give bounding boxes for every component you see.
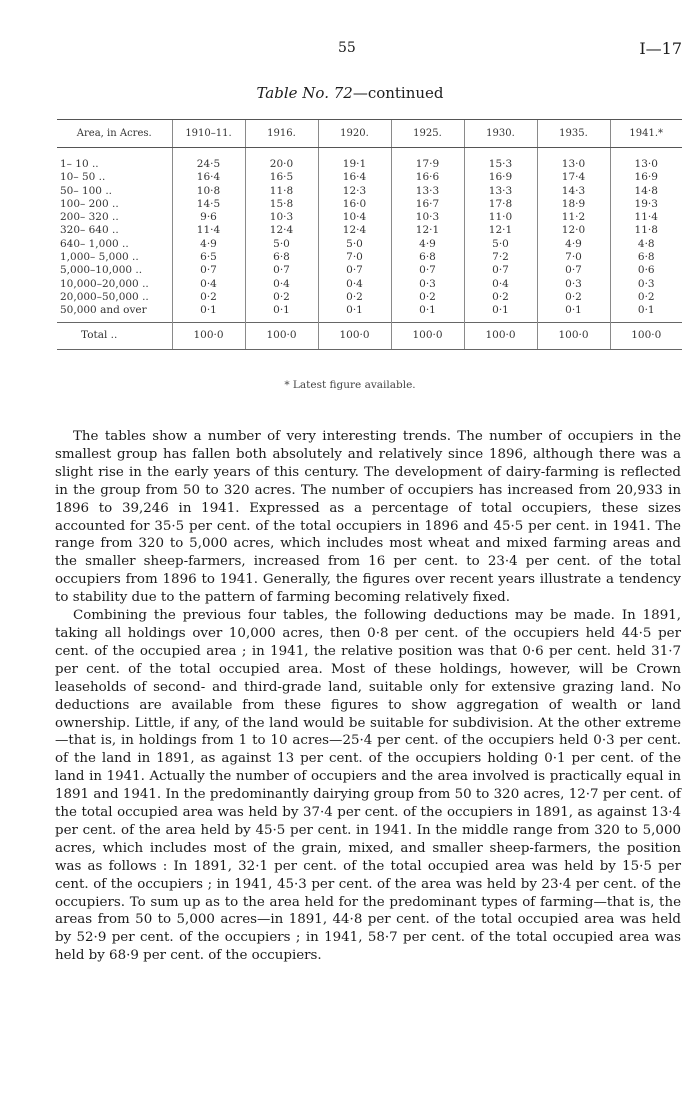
area-range-cell: 320– 640 .. bbox=[60, 224, 119, 237]
table-row bbox=[57, 198, 682, 211]
percentage-cell: 17·8 bbox=[464, 198, 537, 211]
paragraph-trends: The tables show a number of very interesting trends. The number of occupiers in the smallest group has fallen both absolutely and relatively since 1896, although there was a slight rise in the early years of this century. The development of dairy-farming is reflected in the group from 50 to 320 acres. The number of occupiers has increased from 20,933 in 1896 to 39,246 in 1941. Expressed as a percentage of total occupiers, these sizes accounted for 35·5 per cent. of the total occupiers in 1896 and 45·5 per cent. in 1941. The range from 320 to 5,000 acres, which includes most wheat and mixed farming areas and the smaller sheep-farmers, increased from 16 per cent. to 23·4 per cent. of the total occupiers from 1896 to 1941. Generally, the figures over recent years illustrate a tendency to stability due to the pattern of farming becoming relatively fixed. bbox=[55, 429, 681, 606]
percentage-cell: 12·4 bbox=[318, 224, 391, 237]
percentage-cell: 14·5 bbox=[172, 198, 245, 211]
table-title-main: Table No. 72 bbox=[256, 84, 353, 102]
percentage-cell: 0·4 bbox=[245, 278, 318, 291]
percentage-cell: 15·3 bbox=[464, 148, 537, 172]
table-row bbox=[57, 224, 682, 237]
column-header-year: 1941.* bbox=[610, 120, 682, 148]
percentage-cell: 0·4 bbox=[318, 278, 391, 291]
percentage-cell: 0·3 bbox=[391, 278, 464, 291]
percentage-cell: 19·1 bbox=[318, 148, 391, 172]
percentage-cell: 16·0 bbox=[318, 198, 391, 211]
percentage-cell: 6·8 bbox=[391, 251, 464, 264]
percentage-cell: 0·1 bbox=[610, 304, 682, 322]
percentage-cell: 16·5 bbox=[245, 171, 318, 184]
column-header-year: 1925. bbox=[391, 120, 464, 148]
percentage-cell: 0·7 bbox=[391, 264, 464, 277]
table-title-suffix: —continued bbox=[352, 84, 444, 102]
percentage-cell: 5·0 bbox=[464, 238, 537, 251]
percentage-cell: 15·8 bbox=[245, 198, 318, 211]
total-value-cell: 100·0 bbox=[172, 322, 245, 349]
total-value-cell: 100·0 bbox=[318, 322, 391, 349]
sheet-reference: I—17 bbox=[639, 39, 682, 58]
table-row bbox=[57, 291, 682, 304]
percentage-cell: 0·1 bbox=[391, 304, 464, 322]
percentage-cell: 7·0 bbox=[537, 251, 610, 264]
percentage-cell: 12·0 bbox=[537, 224, 610, 237]
area-range-cell: 50– 100 .. bbox=[60, 184, 113, 197]
area-range-cell: 640– 1,000 .. bbox=[60, 237, 129, 250]
table-row bbox=[57, 238, 682, 251]
percentage-cell: 16·6 bbox=[391, 171, 464, 184]
table-row bbox=[57, 304, 682, 322]
percentage-cell: 0·1 bbox=[172, 304, 245, 322]
column-header-year: 1930. bbox=[464, 120, 537, 148]
percentage-cell: 0·2 bbox=[464, 291, 537, 304]
percentage-cell: 0·2 bbox=[537, 291, 610, 304]
percentage-cell: 16·4 bbox=[172, 171, 245, 184]
percentage-cell: 11·8 bbox=[610, 224, 682, 237]
percentage-cell: 0·2 bbox=[610, 291, 682, 304]
percentage-cell: 11·8 bbox=[245, 185, 318, 198]
column-header-year: 1910–11. bbox=[172, 120, 245, 148]
total-value-cell: 100·0 bbox=[610, 322, 682, 349]
column-header-area: Area, in Acres. bbox=[57, 120, 172, 148]
percentage-cell: 0·7 bbox=[318, 264, 391, 277]
percentage-cell: 10·3 bbox=[391, 211, 464, 224]
percentage-cell: 20·0 bbox=[245, 148, 318, 172]
area-range-cell: 1,000– 5,000 .. bbox=[60, 251, 139, 264]
percentage-cell: 17·9 bbox=[391, 148, 464, 172]
percentage-cell: 12·1 bbox=[464, 224, 537, 237]
percentage-cell: 4·8 bbox=[610, 238, 682, 251]
percentage-cell: 16·4 bbox=[318, 171, 391, 184]
table-header-row bbox=[57, 120, 682, 148]
percentage-cell: 0·7 bbox=[172, 264, 245, 277]
percentage-cell: 5·0 bbox=[245, 238, 318, 251]
percentage-cell: 16·9 bbox=[610, 171, 682, 184]
percentage-cell: 16·7 bbox=[391, 198, 464, 211]
area-range-cell: 5,000–10,000 .. bbox=[60, 264, 143, 277]
percentage-cell: 4·9 bbox=[172, 238, 245, 251]
percentage-cell: 0·2 bbox=[391, 291, 464, 304]
table-row bbox=[57, 278, 682, 291]
total-value-cell: 100·0 bbox=[391, 322, 464, 349]
percentage-cell: 0·2 bbox=[318, 291, 391, 304]
percentage-cell: 6·5 bbox=[172, 251, 245, 264]
percentage-cell: 13·0 bbox=[537, 148, 610, 172]
table-row bbox=[57, 251, 682, 264]
percentage-cell: 6·8 bbox=[245, 251, 318, 264]
percentage-cell: 4·9 bbox=[537, 238, 610, 251]
percentage-cell: 0·2 bbox=[172, 291, 245, 304]
percentage-cell: 16·9 bbox=[464, 171, 537, 184]
total-value-cell: 100·0 bbox=[245, 322, 318, 349]
percentage-cell: 5·0 bbox=[318, 238, 391, 251]
paragraph-deductions: Combining the previous four tables, the following deductions may be made. In 1891, taking all holdings over 10,000 acres, then 0·8 per cent. of the occupiers held 44·5 per cent. of the occupied area ; in 1941, the relative position was that 0·6 per cent. held 31·7 per cent. of the total occupied area. Most of these holdings, however, will be Crown leaseholds of second- and third-grade land, suitable only for extensive grazing land. No deductions are available from these figures to show aggregation of wealth or land ownership. Little, if any, of the land would be suitable for subdivision. At the other extreme—that is, in holdings from 1 to 10 acres—25·4 per cent. of the occupiers held 0·3 per cent. of the land in 1891, as against 13 per cent. of the occupiers holding 0·1 per cent. of the land in 1941. Actually the number of occupiers and the area involved is practically equal in 1891 and 1941. In the predominantly dairying group from 50 to 320 acres, 12·7 per cent. of the total occupied area was held by 37·4 per cent. of the occupiers in 1891, as against 13·4 per cent. of the area held by 45·5 per cent. in 1941. In the middle range from 320 to 5,000 acres, which includes most of the grain, mixed, and smaller sheep-farmers, the position was as follows : In 1891, 32·1 per cent. of the total occupied area was held by 15·5 per cent. of the occupiers ; in 1941, 45·3 per cent. of the area was held by 23·4 per cent. of the occupiers. To sum up as to the area held for the predominant types of farming—that is, the areas from 50 to 5,000 acres—in 1891, 44·8 per cent. of the total occupied area was held by 52·9 per cent. of the occupiers ; in 1941, 58·7 per cent. of the total occupied area was held by 68·9 per cent. of the occupiers. bbox=[55, 608, 681, 964]
percentage-cell: 9·6 bbox=[172, 211, 245, 224]
percentage-cell: 0·1 bbox=[245, 304, 318, 322]
percentage-cell: 0·7 bbox=[537, 264, 610, 277]
percentage-cell: 0·7 bbox=[464, 264, 537, 277]
area-range-cell: 10,000–20,000 .. bbox=[60, 277, 149, 290]
percentage-cell: 11·4 bbox=[610, 211, 682, 224]
area-range-cell: 1– 10 .. bbox=[60, 158, 99, 170]
percentage-cell: 10·3 bbox=[245, 211, 318, 224]
area-range-cell: 200– 320 .. bbox=[60, 211, 119, 224]
area-distribution-table bbox=[57, 119, 682, 350]
total-value-cell: 100·0 bbox=[464, 322, 537, 349]
percentage-cell: 0·1 bbox=[464, 304, 537, 322]
table-row bbox=[57, 185, 682, 198]
column-header-year: 1935. bbox=[537, 120, 610, 148]
percentage-cell: 10·8 bbox=[172, 185, 245, 198]
percentage-cell: 11·4 bbox=[172, 224, 245, 237]
table-row bbox=[57, 171, 682, 184]
body-text bbox=[55, 428, 681, 965]
percentage-cell: 0·4 bbox=[464, 278, 537, 291]
percentage-cell: 14·8 bbox=[610, 185, 682, 198]
percentage-cell: 4·9 bbox=[391, 238, 464, 251]
percentage-cell: 0·7 bbox=[245, 264, 318, 277]
percentage-cell: 18·9 bbox=[537, 198, 610, 211]
area-range-cell: 100– 200 .. bbox=[60, 197, 119, 210]
percentage-cell: 7·2 bbox=[464, 251, 537, 264]
percentage-cell: 0·3 bbox=[610, 278, 682, 291]
percentage-cell: 13·3 bbox=[391, 185, 464, 198]
percentage-cell: 0·4 bbox=[172, 278, 245, 291]
percentage-cell: 12·3 bbox=[318, 185, 391, 198]
percentage-cell: 0·6 bbox=[610, 264, 682, 277]
percentage-cell: 11·0 bbox=[464, 211, 537, 224]
percentage-cell: 13·0 bbox=[610, 148, 682, 172]
percentage-cell: 0·1 bbox=[537, 304, 610, 322]
area-range-cell: 20,000–50,000 .. bbox=[60, 290, 149, 303]
table-total-row bbox=[57, 322, 682, 349]
percentage-cell: 12·1 bbox=[391, 224, 464, 237]
percentage-cell: 0·1 bbox=[318, 304, 391, 322]
table-title bbox=[0, 84, 700, 102]
table-row bbox=[57, 148, 682, 172]
percentage-cell: 12·4 bbox=[245, 224, 318, 237]
total-value-cell: 100·0 bbox=[537, 322, 610, 349]
percentage-cell: 14·3 bbox=[537, 185, 610, 198]
table-row bbox=[57, 211, 682, 224]
percentage-cell: 0·2 bbox=[245, 291, 318, 304]
column-header-year: 1916. bbox=[245, 120, 318, 148]
table-row bbox=[57, 264, 682, 277]
area-range-cell: 50,000 and over bbox=[60, 304, 147, 317]
area-range-cell: 10– 50 .. bbox=[60, 171, 106, 184]
percentage-cell: 7·0 bbox=[318, 251, 391, 264]
column-header-year: 1920. bbox=[318, 120, 391, 148]
table-footnote: * Latest figure available. bbox=[284, 379, 416, 391]
page-header bbox=[0, 32, 700, 62]
percentage-cell: 24·5 bbox=[172, 148, 245, 172]
percentage-cell: 11·2 bbox=[537, 211, 610, 224]
percentage-cell: 10·4 bbox=[318, 211, 391, 224]
total-label-cell: Total .. bbox=[57, 322, 172, 349]
page-number: 55 bbox=[338, 40, 356, 56]
percentage-cell: 19·3 bbox=[610, 198, 682, 211]
percentage-cell: 6·8 bbox=[610, 251, 682, 264]
percentage-cell: 13·3 bbox=[464, 185, 537, 198]
percentage-cell: 0·3 bbox=[537, 278, 610, 291]
percentage-cell: 17·4 bbox=[537, 171, 610, 184]
